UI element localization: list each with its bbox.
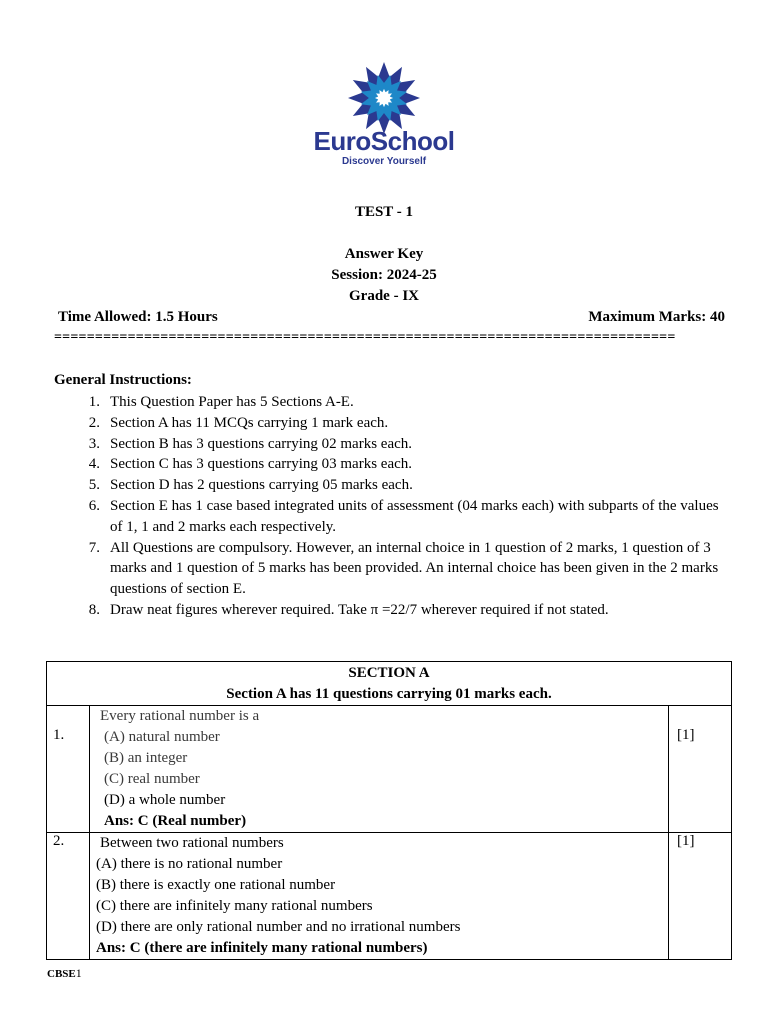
table-row: [47, 706, 732, 833]
option: (C) real number: [104, 771, 200, 787]
list-item: 2. Section A has 11 MCQs carrying 1 mark each.: [88, 414, 389, 431]
test-title: TEST - 1: [354, 204, 414, 220]
option: (D) a whole number: [104, 792, 226, 808]
flower-logo-icon: [346, 60, 422, 136]
marks: [1]: [669, 833, 732, 960]
section-subtitle: Section A has 11 questions carrying 01 marks each.: [226, 686, 552, 702]
exam-meta-row: [58, 309, 725, 326]
question-stem: Between two rational numbers: [100, 835, 284, 851]
grade-label: Grade - IX: [349, 288, 419, 304]
list-item: 8. Draw neat figures wherever required. Take π =22/7 wherever required if not stated.: [88, 601, 609, 618]
list-item: 6. Section E has 1 case based integrated units of assessment (04 marks each) with subparts of the values of 1, 1 and 2 marks each respectively.: [88, 497, 719, 535]
list-item: 1. This Question Paper has 5 Sections A-E.: [88, 394, 354, 410]
question-number: 1.: [47, 706, 90, 833]
section-title: SECTION A: [348, 665, 430, 681]
instructions-title: General Instructions:: [54, 372, 192, 388]
instructions-list: [54, 392, 724, 621]
session-label: Session: 2024-25: [331, 267, 437, 283]
list-item: 4. Section C has 3 questions carrying 03 marks each.: [88, 456, 413, 473]
brand-tagline: Discover Yourself: [341, 156, 427, 167]
page-footer: [47, 966, 82, 981]
option: (B) there is exactly one rational number: [96, 877, 336, 893]
section-a-table: [46, 661, 732, 960]
list-item: 7. All Questions are compulsory. However, an internal choice in 1 question of 2 marks, 1 question of 3 marks and 1 question of 5 marks has been provided. An internal choice has been given in the 2 marks questions of section E.: [88, 539, 719, 598]
brand-name: EuroSchool: [313, 126, 455, 156]
question-body: [90, 706, 669, 833]
option: (B) an integer: [104, 750, 188, 766]
option: (A) natural number: [104, 729, 220, 745]
question-stem: Every rational number is a: [100, 708, 260, 724]
answer: Ans: C (Real number): [104, 813, 247, 829]
section-header: [47, 662, 732, 706]
question-number: 2.: [47, 833, 90, 960]
maximum-marks: Maximum Marks: 40: [588, 309, 725, 325]
option: (D) there are only rational number and no irrational numbers: [96, 919, 461, 935]
page-number: 1: [75, 966, 82, 980]
separator-line: ============================================================================: [54, 330, 676, 345]
option: (A) there is no rational number: [96, 856, 283, 872]
answer-key-title: Answer Key: [344, 246, 424, 262]
question-body: [90, 833, 669, 960]
table-row: [47, 833, 732, 960]
list-item: 5. Section D has 2 questions carrying 05 marks each.: [88, 477, 413, 494]
marks: [1]: [669, 706, 732, 833]
footer-label: CBSE: [47, 968, 76, 980]
answer: Ans: C (there are infinitely many rational numbers): [96, 940, 428, 956]
list-item: 3. Section B has 3 questions carrying 02 marks each.: [88, 435, 413, 452]
option: (C) there are infinitely many rational numbers: [96, 898, 373, 914]
time-allowed: Time Allowed: 1.5 Hours: [58, 309, 218, 325]
